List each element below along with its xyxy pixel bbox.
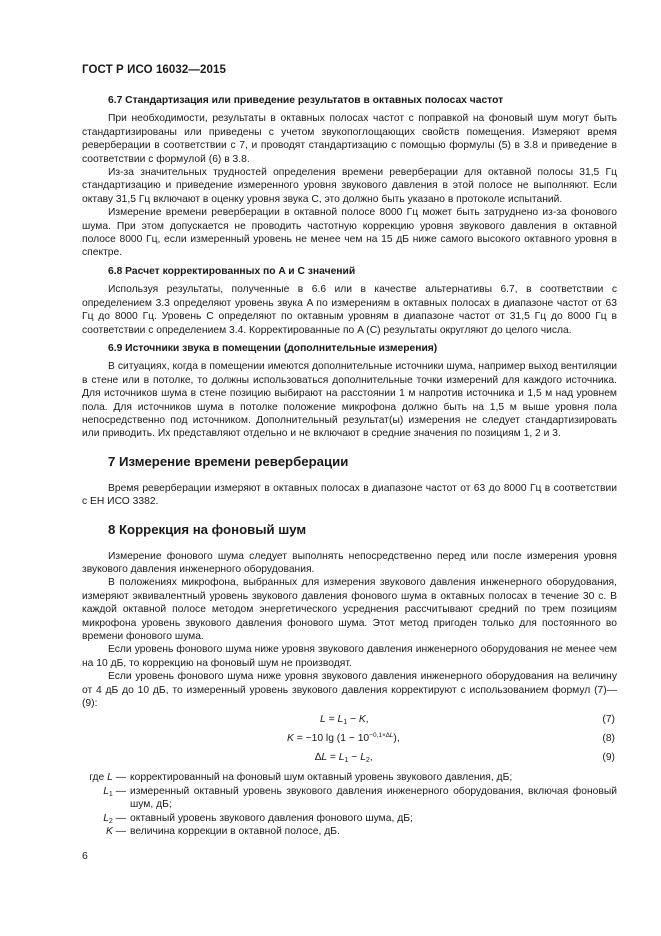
formula-8-expression: K = −10 $\lg (1 - 10^{-0,1\times\Delta L})$, [287, 732, 400, 745]
formula-7-number: (7) [602, 714, 615, 726]
legend-text: величина коррекции в октавной полосе, дБ. [130, 826, 340, 838]
section-6-9-paragraph-1: В ситуациях, когда в помещении имеются дополнительные источники шума, например выход вентиляции в стене или в потолке, то должны использоваться дополнительные точки измерений для каждого источника. Для источников шума в стене позицию выбирают на расстоянии 1 м напротив источника и 1,5 м над уровнем пола. Для источников шума в потолке положение микрофона должно быть на 1,5 м выше уровня пола непосредственно под источником. Дополнительный результат(ы) измерения не следует стандартизировать или приводить. Их представляют отдельно и не включают в средние значения по позициям 1, 2 и 3. [82, 361, 617, 440]
section-6-7-paragraph-2: Из-за значительных трудностей определения времени реверберации для октавной полосы 31,5 Гц стандартизацию и приведение измеренного уровня звукового давления в этой полосе не выполняют. Если октаву 31,5 Гц включают в оценку уровня звука C, это должно быть указано в протоколе испытаний. [82, 167, 617, 205]
formula-9 [82, 748, 617, 767]
section-6-7-paragraph-3: Измерение времени реверберации в октавной полосе 8000 Гц может быть затруднено из-за фонового шума. При этом допускается не проводить частотную коррекцию уровня звукового давления в октавной полосе 8000 Гц, если измеренный уровень не менее чем на 15 дБ ниже самого высокого октавного уровня в спектре. [82, 207, 617, 259]
section-8-paragraph-1: Измерение фонового шума следует выполнять непосредственно перед или после измерения уровня звукового давления инженерного оборудования. [82, 550, 617, 575]
legend-item [82, 812, 617, 825]
formula-8 [82, 729, 617, 748]
formula-9-expression: $\Delta L = L_1 - L_2$, [315, 752, 373, 765]
section-7-paragraph-1: Время реверберации измеряют в октавных полосах в диапазоне частот от 63 до 8000 Гц в соответствии с ЕН ИСО 3382. [82, 482, 617, 508]
legend-text: октавный уровень звукового давления фонового шума, дБ; [130, 812, 413, 824]
section-6-7-paragraph-1: При необходимости, результаты в октавных полосах частот с поправкой на фоновый шум могут быть стандартизированы или приведены с учетом звукопоглощающих свойств помещения. Измеряют время реверберации в соответствии с 7, и проводят стандартизацию с помощью формулы (5) в 3.8 и приведение в соответствии с формулой (6) в 3.8. [82, 113, 617, 165]
section-6-9-heading: 6.9 Источники звука в помещении (дополнительные измерения) [108, 342, 438, 354]
section-6-8-paragraph-1: Используя результаты, полученные в 6.6 или в качестве альтернативы 6.7, в соответствии с определением 3.3 определяют уровень звука A по измерениям в октавных полосах в диапазоне частот от 63 Гц до 8000 Гц. Уровень C определяют по октавным уровням в диапазоне частот от 31,5 Гц до 8000 Гц в соответствии с определением 3.4. Корректированные по A (C) результаты округляют до целого числа. [82, 284, 617, 336]
legend-symbol: K — [105, 826, 126, 838]
legend-item [82, 771, 617, 784]
legend-text: корректированный на фоновый шум октавный уровень звукового давления, дБ; [130, 772, 513, 784]
formula-9-number: (9) [602, 752, 615, 764]
section-6-7-heading: 6.7 Стандартизация или приведение результатов в октавных полосах частот [108, 95, 504, 106]
section-7-heading: 7 Измерение времени реверберации [108, 453, 349, 469]
section-8-heading: 8 Коррекция на фоновый шум [108, 521, 307, 537]
section-8-paragraph-4: Если уровень фонового шума ниже уровня звукового давления инженерного оборудования на величину от 4 дБ до 10 дБ, то измеренный уровень звукового давления корректируют с использованием формул (7)—(9): [82, 671, 617, 710]
running-header: ГОСТ Р ИСО 16032—2015 [82, 64, 227, 76]
formula-7-expression: $L = L_1 - K$, [320, 714, 369, 727]
legend-item [82, 785, 617, 812]
symbol-legend [82, 771, 617, 838]
formula-7 [82, 710, 617, 729]
section-6-8-heading: 6.8 Расчет корректированных по A и C значений [108, 265, 356, 277]
legend-text: измеренный октавный уровень звукового давления инженерного оборудования, включая фоновый шум, дБ; [130, 785, 617, 811]
page-body [82, 94, 617, 838]
section-8-paragraph-3: Если уровень фонового шума ниже уровня звукового давления инженерного оборудования не менее чем на 10 дБ, то коррекцию на фоновый шум не производят. [82, 644, 617, 669]
legend-symbol: $L_1$ — [103, 785, 126, 798]
formula-8-number: (8) [602, 733, 615, 745]
page-number: 6 [82, 850, 88, 862]
section-8-paragraph-2: В положениях микрофона, выбранных для измерения звукового давления инженерного оборудования, измеряют эквивалентный уровень звукового давления фонового шума в октавных полосах в течение 30 с. В каждой октавной полосе методом энергетического усреднения рассчитывают средний по трем позициям микрофона уровень звукового давления фонового шума. Этот метод пригоден только для постоянного во времени фонового шума. [82, 577, 617, 642]
legend-item [82, 825, 617, 838]
legend-symbol: $L_2$ — [103, 812, 126, 825]
legend-symbol: где L — [89, 772, 126, 784]
